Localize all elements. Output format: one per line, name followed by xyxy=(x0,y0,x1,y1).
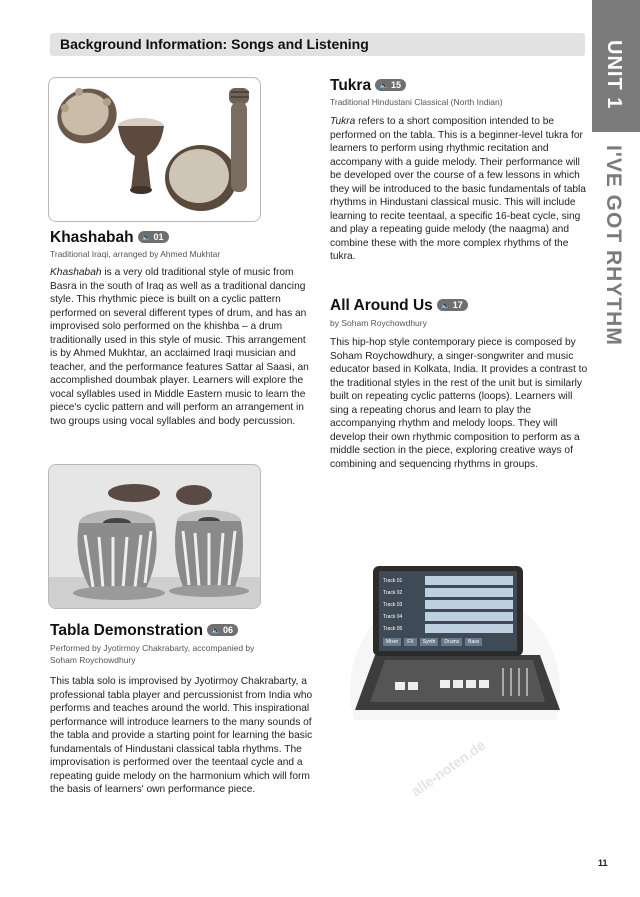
tablet-track-list xyxy=(383,578,423,638)
tabla-title xyxy=(50,622,238,640)
allaround-title-text: All Around Us xyxy=(330,297,433,314)
khashabah-title-text: Khashabah xyxy=(50,229,134,246)
tukra-title xyxy=(330,77,406,95)
drums-illustration xyxy=(49,78,260,221)
tukra-track-badge[interactable] xyxy=(375,79,406,91)
tablet-button[interactable]: Drums xyxy=(441,638,462,646)
allaround-subtitle: by Soham Roychowdhury xyxy=(330,318,427,328)
section-header-bar xyxy=(50,33,585,56)
allaround-track-badge[interactable] xyxy=(437,299,468,311)
tabla-track-badge[interactable] xyxy=(207,624,238,636)
speaker-icon: 🔈 xyxy=(440,301,451,310)
allaround-body: This hip-hop style contemporary piece is composed by Soham Roychowdhury, a singer-songwriter and music educator based in Kolkata, India. It provides a contrast to the traditional styles in the rest of the unit but is similarly built on repeating cyclic patterns (loops). Learners will sing a repeating chorus and learn to play the accompanying rhythm and melody loops. They will develop their own rhythmic composition to perform as a middle section in the piece, exploring creative ways of combining and sequencing rhythms in groups. xyxy=(330,337,588,470)
allaround-track-number: 17 xyxy=(452,300,463,310)
speaker-icon: 🔈 xyxy=(379,81,390,90)
tukra-title-text: Tukra xyxy=(330,77,372,94)
khashabah-title xyxy=(50,229,169,247)
tablet-button[interactable]: FX xyxy=(404,638,416,646)
tablet-track[interactable]: Track 01 xyxy=(383,578,403,584)
tabla-body: This tabla solo is improvised by Jyotirmoy Chakrabarty, a professional tabla player and percussionist from India who performs and teaches around the world. This inspirational performance will introduce learners to the many sounds of the tabla and provide a starting point for learning the basic fundamentals of Hindustani classical tabla rhythms. The improvisation is performed over the teentaal cycle and a repeating guide melody on the harmonium which will form the basis of learners' own performance piece. xyxy=(50,676,313,796)
khashabah-body xyxy=(50,266,312,429)
speaker-icon: 🔈 xyxy=(211,626,221,635)
tablet-track[interactable]: Track 05 xyxy=(383,626,403,632)
allaround-title xyxy=(330,297,468,315)
khashabah-lead: Khashabah xyxy=(50,267,102,278)
tabla-image xyxy=(48,464,261,609)
tabla-illustration xyxy=(49,465,260,608)
tablet-track[interactable]: Track 02 xyxy=(383,590,403,596)
drums-image xyxy=(48,77,261,222)
tablet-button[interactable]: Synth xyxy=(420,638,439,646)
tablet-track[interactable]: Track 04 xyxy=(383,614,403,620)
page-number: 11 xyxy=(598,858,608,868)
tukra-text: refers to a short composition intended to be performed on the tabla. This is a beginner-level tukra for learners to perform using rhythmic recitation and accompany with a guide melody. Their performance will be developed over the course of a few lessons in which they will be introduced to the basic fundamentals of tabla rhythms in Hindustani classical music. This will include learning to recite teentaal, a specific 16-beat cycle, sing and play a repeating guide melody (the naagma) and combine these with the more complex rhythms of the tukra. xyxy=(330,116,586,263)
watermark: alle-noten.de xyxy=(408,736,489,800)
tukra-subtitle: Traditional Hindustani Classical (North Indian) xyxy=(330,97,503,107)
section-header-title: Background Information: Songs and Listening xyxy=(60,36,369,52)
khashabah-text: is a very old traditional style of music from Basra in the south of Iraq as well as a traditional dancing style. This rhythmic piece is built on a cyclic pattern performed on several different types of drum, and has an improvised solo performed on the khishba – a drum traditionally used in this style of music. This arrangement is by Ahmed Mukhtar, an acclaimed Iraqi musician and teacher, and the performance features Sattar al Saasi, an accomplished doumbak player. Learners will explore the vocal syllables used in Middle Eastern music to learn the piece's cyclic pattern and will perform an arrangement in two groups using vocal syllables and body percussion. xyxy=(50,267,309,428)
tablet-button-row xyxy=(383,638,518,646)
tabla-track-number: 06 xyxy=(222,625,233,635)
tabla-title-text: Tabla Demonstration xyxy=(50,622,204,639)
unit-label: UNIT 1 xyxy=(603,40,625,110)
tukra-lead: Tukra xyxy=(330,116,356,127)
tukra-body xyxy=(330,115,590,264)
khashabah-track-badge[interactable] xyxy=(138,231,169,243)
unit-title: I'VE GOT RHYTHM xyxy=(602,145,625,346)
tablet-button[interactable]: Mixer xyxy=(383,638,401,646)
tabla-subtitle: Performed by Jyotirmoy Chakrabarty, accompanied by Soham Roychowdhury xyxy=(50,643,255,665)
tablet-track[interactable]: Track 03 xyxy=(383,602,403,608)
tukra-track-number: 15 xyxy=(391,80,402,90)
tablet-button[interactable]: Bass xyxy=(465,638,482,646)
speaker-icon: 🔈 xyxy=(141,233,152,242)
khashabah-subtitle: Traditional Iraqi, arranged by Ahmed Mukhtar xyxy=(50,249,221,259)
khashabah-track-number: 01 xyxy=(153,232,164,242)
tablet-illustration xyxy=(345,560,570,720)
